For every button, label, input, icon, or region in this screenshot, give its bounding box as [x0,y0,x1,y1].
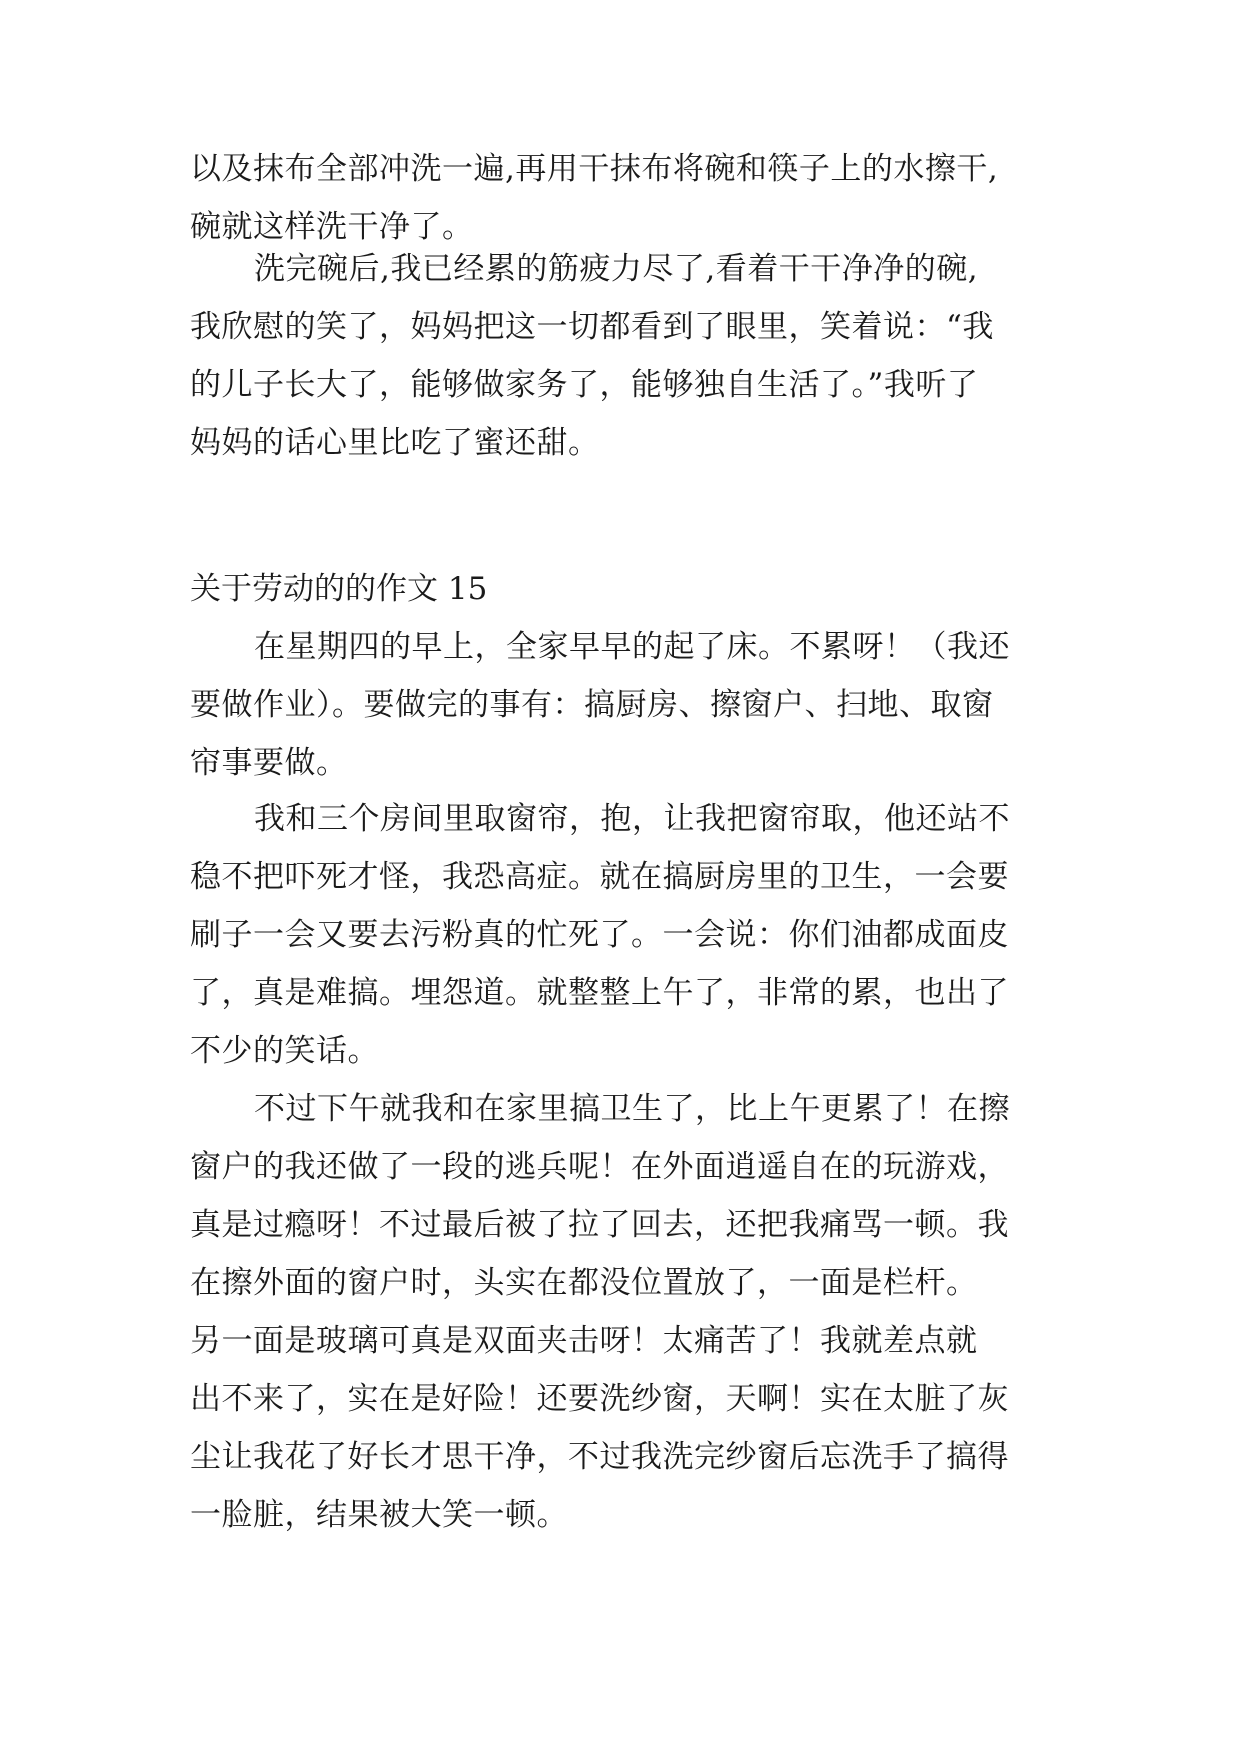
paragraph-5 [190,1080,1070,1544]
text-line: 刷子一会又要去污粉真的忙死了。一会说：你们油都成面皮 [190,917,1009,953]
text-line: 窗户的我还做了一段的逃兵呢！在外面逍遥自在的玩游戏， [190,1149,1009,1185]
text-line: 出不来了，实在是好险！还要洗纱窗，天啊！实在太脏了灰 [190,1381,1009,1417]
paragraph-2 [190,240,1070,472]
text-line: 在擦外面的窗户时，头实在都没位置放了，一面是栏杆。 [190,1265,978,1301]
text-line: 我欣慰的笑了，妈妈把这一切都看到了眼里，笑着说：“我 [190,309,994,345]
text-line: 一脸脏，结果被大笑一顿。 [190,1497,568,1533]
text-line: 我和三个房间里取窗帘，抱，让我把窗帘取，他还站不 [254,801,1010,837]
text-line: 洗完碗后,我已经累的筋疲力尽了,看着干干净净的碗, [254,251,979,287]
text-line: 以及抹布全部冲洗一遍,再用干抹布将碗和筷子上的水擦干, [190,151,999,187]
text-line: 碗就这样洗干净了。 [190,209,474,245]
text-line: 了，真是难搞。埋怨道。就整整上午了，非常的累，也出了 [190,975,1009,1011]
text-line: 妈妈的话心里比吃了蜜还甜。 [190,425,600,461]
paragraph-3 [190,618,1070,792]
text-line: 不过下午就我和在家里搞卫生了，比上午更累了！在擦 [254,1091,1010,1127]
paragraph-1 [190,140,1070,256]
text-line: 另一面是玻璃可真是双面夹击呀！太痛苦了！我就差点就 [190,1323,978,1359]
text-line: 的儿子长大了，能够做家务了，能够独自生活了。”我听了 [190,367,979,403]
paragraph-4 [190,790,1070,1080]
text-line: 不少的笑话。 [190,1033,379,1069]
text-line: 要做作业）。要做完的事有：搞厨房、擦窗户、扫地、取窗 [190,687,994,723]
text-line: 尘让我花了好长才思干净，不过我洗完纱窗后忘洗手了搞得 [190,1439,1009,1475]
text-line: 在星期四的早上，全家早早的起了床。不累呀！（我还 [254,629,1010,665]
section-heading: 关于劳动的的作文 15 [190,571,488,607]
text-line: 稳不把吓死才怪，我恐高症。就在搞厨房里的卫生，一会要 [190,859,1009,895]
text-line: 帘事要做。 [190,745,348,781]
text-line: 真是过瘾呀！不过最后被了拉了回去，还把我痛骂一顿。我 [190,1207,1009,1243]
